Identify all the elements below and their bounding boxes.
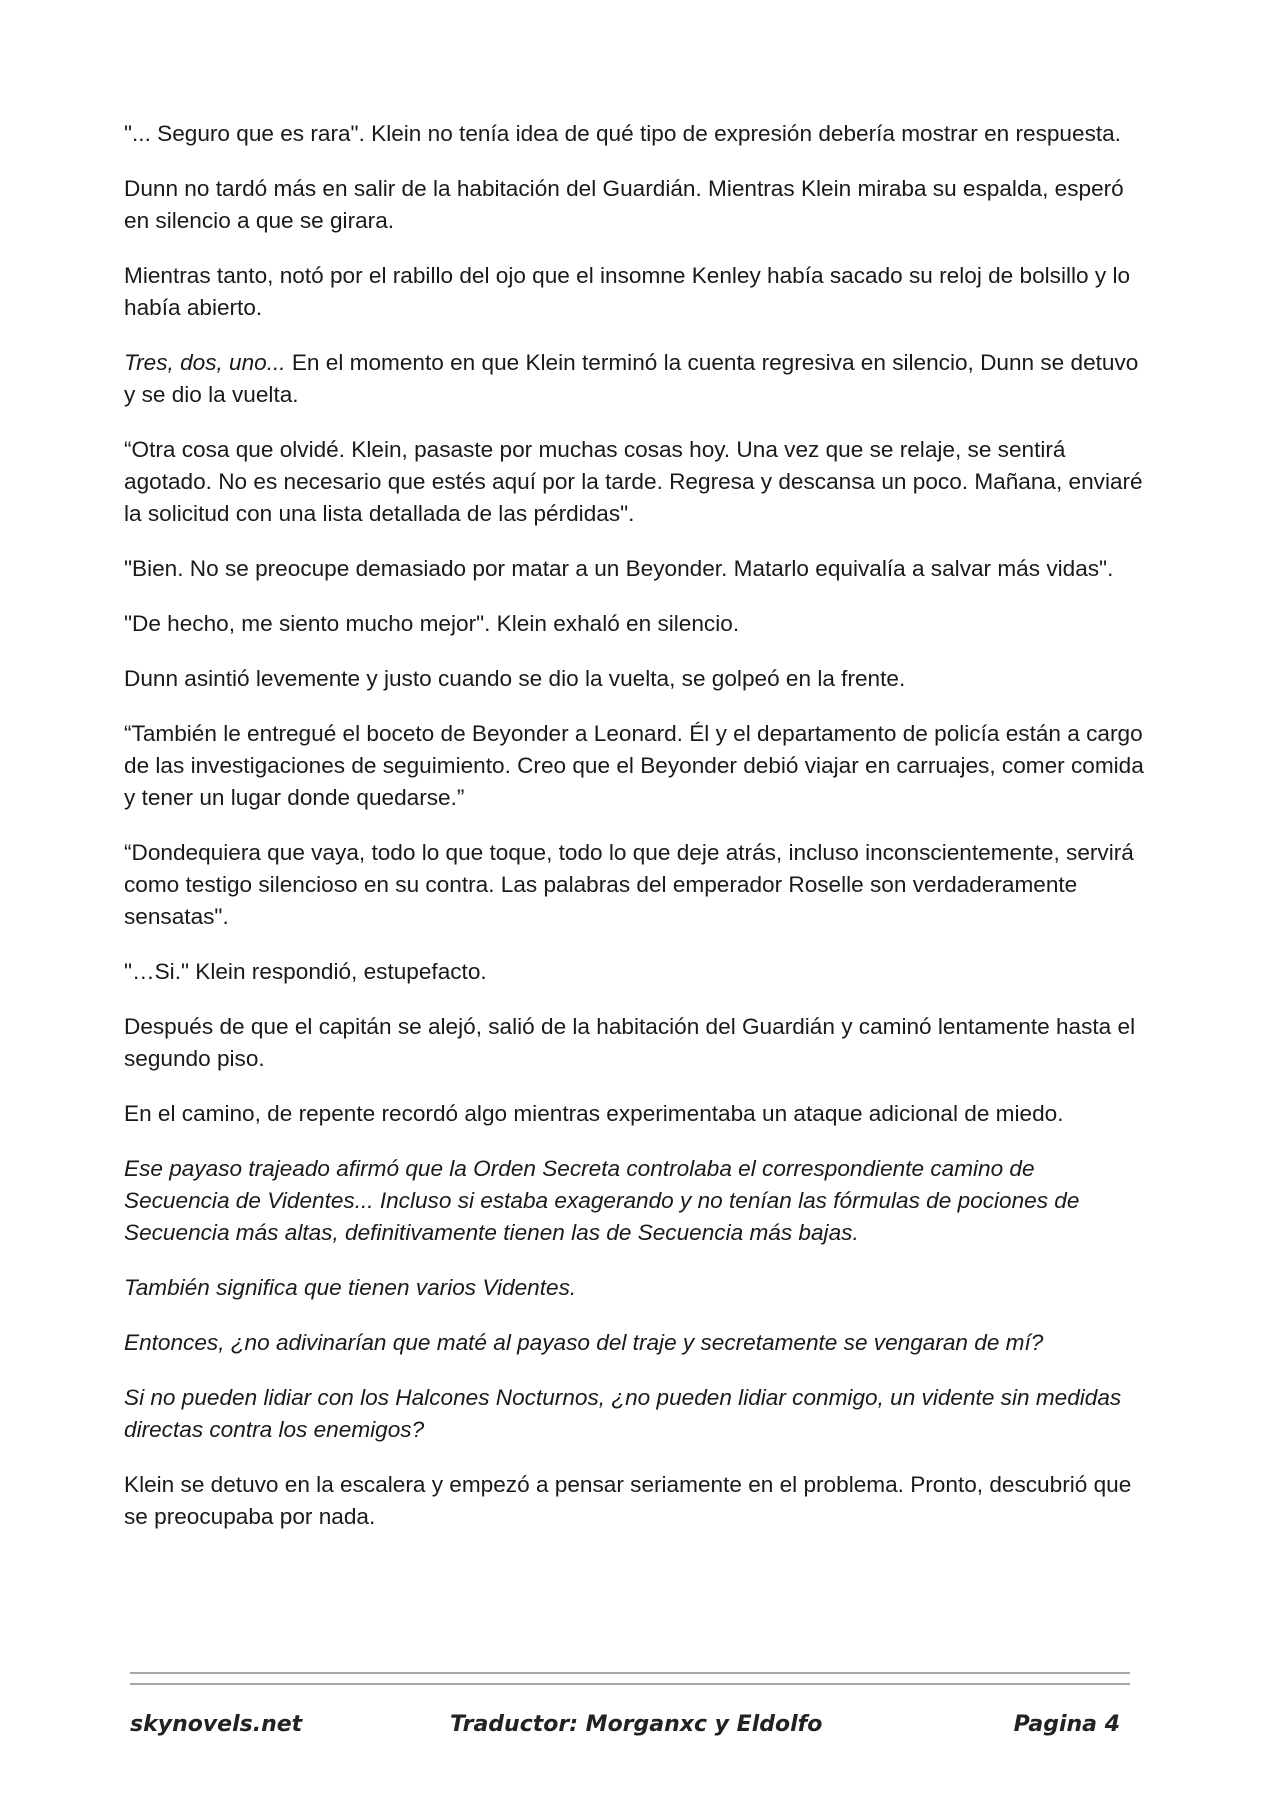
paragraph-5 [124, 434, 1144, 530]
paragraph-18 [124, 1469, 1144, 1533]
paragraph-text: Dunn no tardó más en salir de la habitación del Guardián. Mientras Klein miraba su espalda, esperó en silencio a que se girara. [124, 176, 1124, 233]
paragraph-text: Dunn asintió levemente y justo cuando se dio la vuelta, se golpeó en la frente. [124, 666, 906, 691]
paragraph-6 [124, 553, 1144, 585]
paragraph-text: En el momento en que Klein terminó la cuenta regresiva en silencio, Dunn se detuvo y se dio la vuelta. [124, 350, 1139, 407]
paragraph-text: "... Seguro que es rara". Klein no tenía idea de qué tipo de expresión debería mostrar en respuesta. [124, 121, 1121, 146]
paragraph-13 [124, 1098, 1144, 1130]
paragraph-15 [124, 1272, 1144, 1304]
paragraph-text: "…Si." Klein respondió, estupefacto. [124, 959, 487, 984]
paragraph-text: Mientras tanto, notó por el rabillo del ojo que el insomne Kenley había sacado su reloj de bolsillo y lo había abierto. [124, 263, 1131, 320]
footer-site: skynovels.net [130, 1712, 303, 1737]
paragraph-17 [124, 1382, 1144, 1446]
paragraph-1 [124, 118, 1144, 150]
paragraph-7 [124, 608, 1144, 640]
paragraph-text: Entonces, ¿no adivinarían que maté al payaso del traje y secretamente se vengaran de mí? [124, 1330, 1044, 1355]
paragraph-text: "De hecho, me siento mucho mejor". Klein exhaló en silencio. [124, 611, 740, 636]
footer-divider-bottom [130, 1683, 1130, 1685]
paragraph-12 [124, 1011, 1144, 1075]
footer-page-number: Pagina 4 [1013, 1712, 1120, 1737]
paragraph-2 [124, 173, 1144, 237]
paragraph-text: “También le entregué el boceto de Beyonder a Leonard. Él y el departamento de policía están a cargo de las investigaciones de seguimiento. Creo que el Beyonder debió viajar en carruajes, comer comida y tener un lugar donde quedarse.” [124, 721, 1144, 810]
footer-translator: Traductor: Morganxc y Eldolfo [450, 1712, 823, 1737]
paragraph-text: Ese payaso trajeado afirmó que la Orden Secreta controlaba el correspondiente camino de Secuencia de Videntes... Incluso si estaba exagerando y no tenían las fórmulas de pociones de Secuencia más altas, definitivamente tienen las de Secuencia más bajas. [124, 1156, 1080, 1245]
paragraph-9 [124, 718, 1144, 814]
paragraph-11 [124, 956, 1144, 988]
paragraph-text: “Otra cosa que olvidé. Klein, pasaste por muchas cosas hoy. Una vez que se relaje, se sentirá agotado. No es necesario que estés aquí por la tarde. Regresa y descansa un poco. Mañana, enviaré la solicitud con una lista detallada de las pérdidas". [124, 437, 1143, 526]
paragraph-14 [124, 1153, 1144, 1249]
footer-divider-top [130, 1672, 1130, 1674]
paragraph-text: También significa que tienen varios Videntes. [124, 1275, 577, 1300]
paragraph-text: Klein se detuvo en la escalera y empezó a pensar seriamente en el problema. Pronto, descubrió que se preocupaba por nada. [124, 1472, 1132, 1529]
paragraph-16 [124, 1327, 1144, 1359]
paragraph-4 [124, 347, 1144, 411]
paragraph-8 [124, 663, 1144, 695]
paragraph-text: "Bien. No se preocupe demasiado por matar a un Beyonder. Matarlo equivalía a salvar más vidas". [124, 556, 1114, 581]
paragraph-text: Si no pueden lidiar con los Halcones Nocturnos, ¿no pueden lidiar conmigo, un vidente sin medidas directas contra los enemigos? [124, 1385, 1122, 1442]
paragraph-3 [124, 260, 1144, 324]
paragraph-10 [124, 837, 1144, 933]
paragraph-italic-lead: Tres, dos, uno... [124, 350, 286, 375]
page-content [124, 118, 1144, 1556]
page-footer [130, 1712, 1120, 1746]
paragraph-text: “Dondequiera que vaya, todo lo que toque, todo lo que deje atrás, incluso inconscientemente, servirá como testigo silencioso en su contra. Las palabras del emperador Roselle son verdaderamente sensatas". [124, 840, 1134, 929]
paragraph-text: En el camino, de repente recordó algo mientras experimentaba un ataque adicional de miedo. [124, 1101, 1064, 1126]
paragraph-text: Después de que el capitán se alejó, salió de la habitación del Guardián y caminó lentamente hasta el segundo piso. [124, 1014, 1136, 1071]
